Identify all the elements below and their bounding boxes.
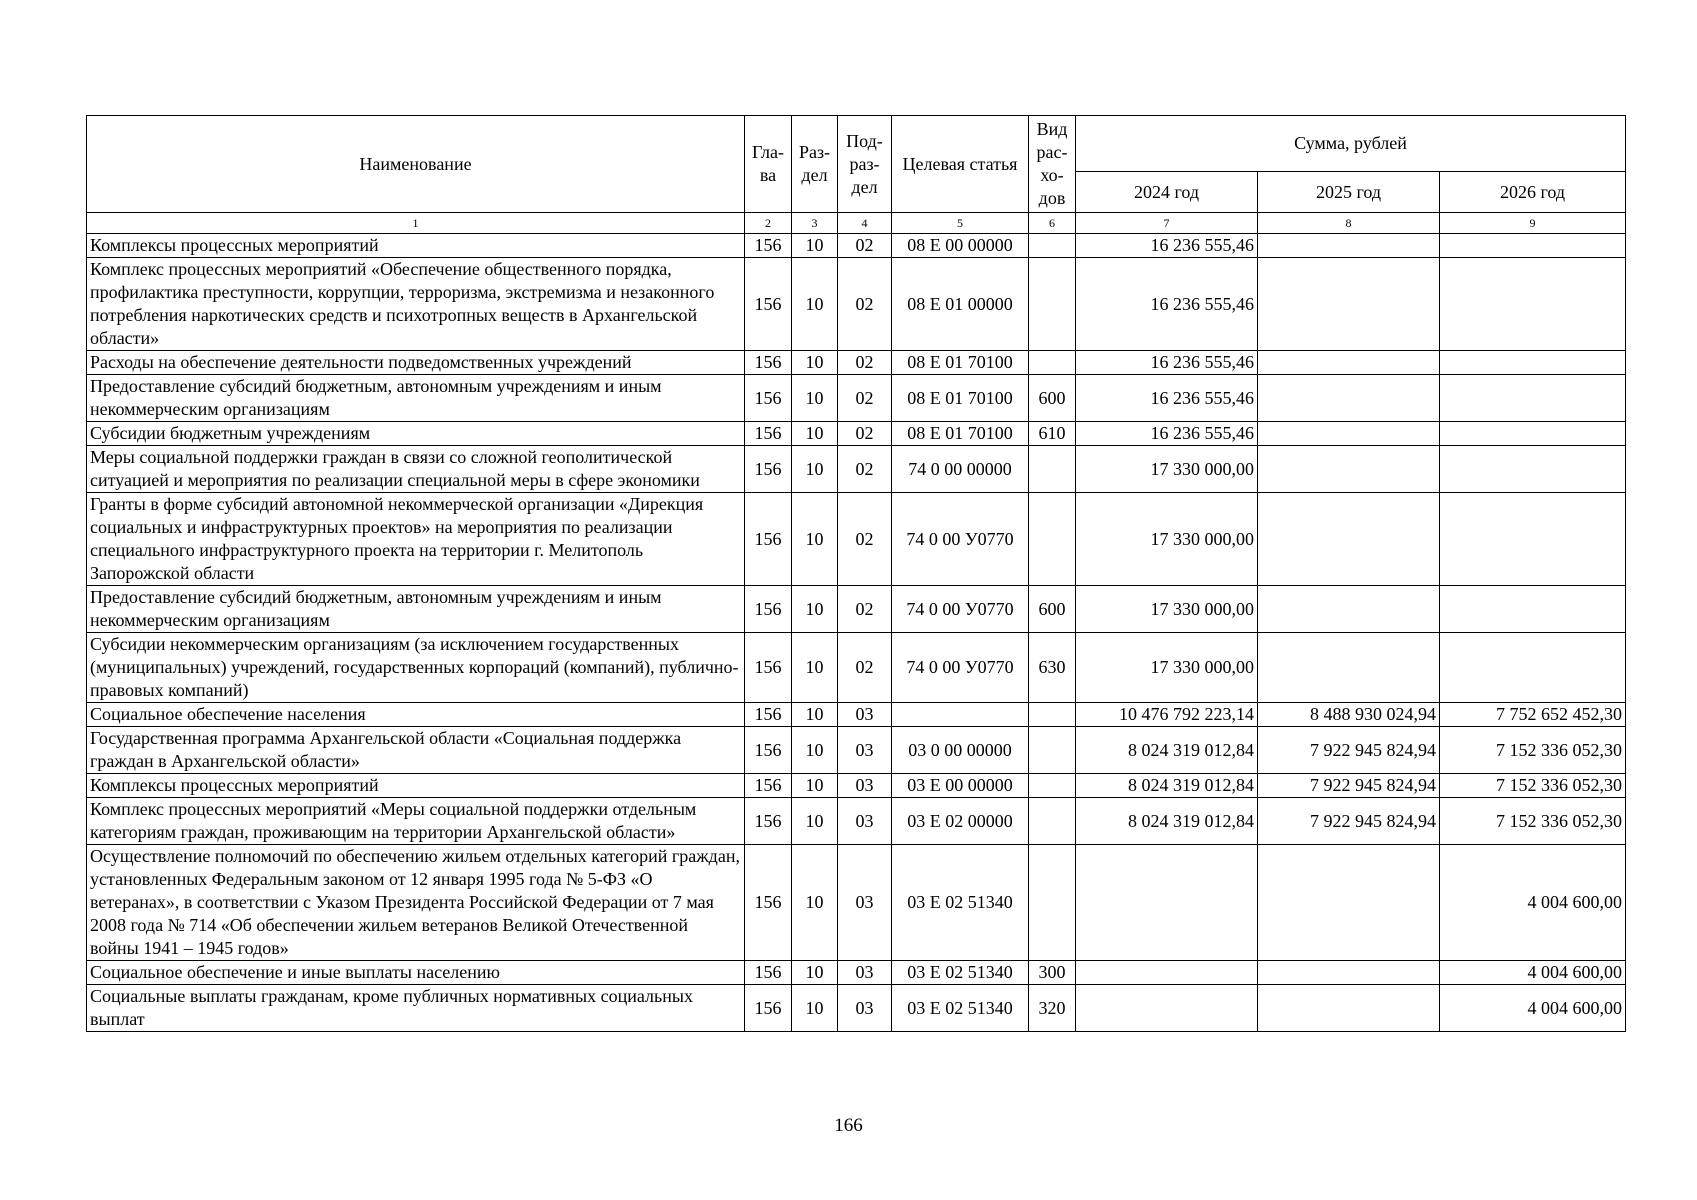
cell-amount-2024: 17 330 000,00 xyxy=(1076,493,1258,586)
cell-amount-2025: 7 922 945 824,94 xyxy=(1258,727,1440,774)
column-number: 5 xyxy=(892,213,1029,234)
cell-podrazdel: 03 xyxy=(838,703,892,727)
cell-celevaya: 08 Е 01 70100 xyxy=(892,422,1029,446)
table-row xyxy=(87,351,1626,375)
table-row xyxy=(87,633,1626,703)
cell-glava: 156 xyxy=(745,703,792,727)
cell-glava: 156 xyxy=(745,845,792,961)
cell-celevaya: 74 0 00 У0770 xyxy=(892,493,1029,586)
cell-razdel: 10 xyxy=(792,351,838,375)
cell-podrazdel: 02 xyxy=(838,633,892,703)
cell-glava: 156 xyxy=(745,774,792,798)
cell-razdel: 10 xyxy=(792,586,838,633)
cell-amount-2024: 8 024 319 012,84 xyxy=(1076,798,1258,845)
cell-razdel: 10 xyxy=(792,985,838,1032)
cell-name: Комплексы процессных мероприятий xyxy=(87,234,745,258)
cell-razdel: 10 xyxy=(792,845,838,961)
cell-glava: 156 xyxy=(745,727,792,774)
cell-name: Гранты в форме субсидий автономной некоммерческой организации «Дирекция социальных и инфраструктурных проектов» на мероприятия по реализации специального инфраструктурного проекта на территории г. Мелитополь Запорожской области xyxy=(87,493,745,586)
cell-razdel: 10 xyxy=(792,375,838,422)
header-celevaya: Целевая статья xyxy=(892,116,1029,213)
cell-amount-2024 xyxy=(1076,961,1258,985)
table-row xyxy=(87,727,1626,774)
cell-glava: 156 xyxy=(745,586,792,633)
cell-amount-2025 xyxy=(1258,234,1440,258)
budget-table xyxy=(86,115,1626,1032)
cell-vid xyxy=(1029,774,1076,798)
cell-podrazdel: 02 xyxy=(838,586,892,633)
cell-amount-2024 xyxy=(1076,985,1258,1032)
cell-name: Предоставление субсидий бюджетным, автономным учреждениям и иным некоммерческим организациям xyxy=(87,375,745,422)
cell-celevaya: 03 Е 02 00000 xyxy=(892,798,1029,845)
cell-podrazdel: 03 xyxy=(838,961,892,985)
cell-vid xyxy=(1029,845,1076,961)
cell-celevaya: 03 Е 02 51340 xyxy=(892,845,1029,961)
cell-vid xyxy=(1029,727,1076,774)
table-row xyxy=(87,961,1626,985)
cell-podrazdel: 03 xyxy=(838,774,892,798)
cell-name: Социальное обеспечение и иные выплаты населению xyxy=(87,961,745,985)
cell-amount-2025 xyxy=(1258,258,1440,351)
cell-amount-2025 xyxy=(1258,493,1440,586)
cell-glava: 156 xyxy=(745,493,792,586)
cell-podrazdel: 02 xyxy=(838,351,892,375)
cell-razdel: 10 xyxy=(792,234,838,258)
column-number: 4 xyxy=(838,213,892,234)
cell-name: Меры социальной поддержки граждан в связи со сложной геополитической ситуацией и мероприятия по реализации специальной меры в сфере экономики xyxy=(87,446,745,493)
cell-amount-2025 xyxy=(1258,985,1440,1032)
cell-glava: 156 xyxy=(745,258,792,351)
cell-celevaya: 74 0 00 00000 xyxy=(892,446,1029,493)
cell-podrazdel: 03 xyxy=(838,798,892,845)
cell-vid: 630 xyxy=(1029,633,1076,703)
cell-vid: 300 xyxy=(1029,961,1076,985)
table-row xyxy=(87,493,1626,586)
cell-name: Социальные выплаты гражданам, кроме публичных нормативных социальных выплат xyxy=(87,985,745,1032)
header-summa: Сумма, рублей xyxy=(1076,116,1626,172)
cell-amount-2026 xyxy=(1440,493,1626,586)
table-row xyxy=(87,985,1626,1032)
header-name: Наименование xyxy=(87,116,745,213)
cell-amount-2024: 16 236 555,46 xyxy=(1076,422,1258,446)
cell-celevaya: 03 Е 02 51340 xyxy=(892,961,1029,985)
cell-amount-2024: 8 024 319 012,84 xyxy=(1076,774,1258,798)
cell-amount-2024 xyxy=(1076,845,1258,961)
cell-amount-2026 xyxy=(1440,375,1626,422)
cell-name: Государственная программа Архангельской области «Социальная поддержка граждан в Архангельской области» xyxy=(87,727,745,774)
cell-podrazdel: 02 xyxy=(838,446,892,493)
cell-amount-2026: 7 152 336 052,30 xyxy=(1440,727,1626,774)
cell-amount-2024: 16 236 555,46 xyxy=(1076,234,1258,258)
cell-vid: 610 xyxy=(1029,422,1076,446)
cell-razdel: 10 xyxy=(792,422,838,446)
cell-amount-2024: 16 236 555,46 xyxy=(1076,258,1258,351)
cell-amount-2025: 7 922 945 824,94 xyxy=(1258,798,1440,845)
table-row xyxy=(87,774,1626,798)
cell-glava: 156 xyxy=(745,446,792,493)
cell-amount-2025: 7 922 945 824,94 xyxy=(1258,774,1440,798)
table-row xyxy=(87,586,1626,633)
cell-podrazdel: 02 xyxy=(838,375,892,422)
cell-amount-2025 xyxy=(1258,351,1440,375)
table-row xyxy=(87,375,1626,422)
table-row xyxy=(87,234,1626,258)
cell-amount-2026: 7 152 336 052,30 xyxy=(1440,774,1626,798)
cell-amount-2024: 10 476 792 223,14 xyxy=(1076,703,1258,727)
cell-glava: 156 xyxy=(745,422,792,446)
cell-celevaya xyxy=(892,703,1029,727)
cell-name: Субсидии бюджетным учреждениям xyxy=(87,422,745,446)
column-number: 6 xyxy=(1029,213,1076,234)
cell-name: Предоставление субсидий бюджетным, автономным учреждениям и иным некоммерческим организациям xyxy=(87,586,745,633)
column-number: 9 xyxy=(1440,213,1626,234)
cell-amount-2024: 16 236 555,46 xyxy=(1076,375,1258,422)
table-body xyxy=(87,234,1626,1032)
cell-amount-2026 xyxy=(1440,234,1626,258)
cell-amount-2026: 4 004 600,00 xyxy=(1440,961,1626,985)
header-vid: Вид рас-хо-дов xyxy=(1029,116,1076,213)
cell-amount-2026 xyxy=(1440,351,1626,375)
cell-celevaya: 03 Е 00 00000 xyxy=(892,774,1029,798)
cell-glava: 156 xyxy=(745,633,792,703)
cell-celevaya: 08 Е 01 70100 xyxy=(892,375,1029,422)
cell-razdel: 10 xyxy=(792,703,838,727)
cell-razdel: 10 xyxy=(792,774,838,798)
cell-amount-2025 xyxy=(1258,961,1440,985)
cell-vid xyxy=(1029,446,1076,493)
cell-amount-2025 xyxy=(1258,845,1440,961)
table-row xyxy=(87,422,1626,446)
cell-amount-2025: 8 488 930 024,94 xyxy=(1258,703,1440,727)
table-row xyxy=(87,798,1626,845)
cell-razdel: 10 xyxy=(792,633,838,703)
cell-amount-2025 xyxy=(1258,586,1440,633)
cell-name: Осуществление полномочий по обеспечению жильем отдельных категорий граждан, установленных Федеральным законом от 12 января 1995 года № 5-ФЗ «О ветеранах», в соответствии с Указом Президента Российской Федерации от 7 мая 2008 года № 714 «Об обеспечении жильем ветеранов Великой Отечественной войны 1941 – 1945 годов» xyxy=(87,845,745,961)
cell-amount-2026: 4 004 600,00 xyxy=(1440,845,1626,961)
cell-razdel: 10 xyxy=(792,446,838,493)
header-year-2026: 2026 год xyxy=(1440,172,1626,213)
table-row xyxy=(87,446,1626,493)
cell-vid: 600 xyxy=(1029,375,1076,422)
cell-amount-2026 xyxy=(1440,633,1626,703)
cell-amount-2024: 17 330 000,00 xyxy=(1076,586,1258,633)
cell-vid xyxy=(1029,493,1076,586)
cell-amount-2025 xyxy=(1258,422,1440,446)
header-podrazdel: Под-раз-дел xyxy=(838,116,892,213)
cell-vid: 320 xyxy=(1029,985,1076,1032)
cell-amount-2025 xyxy=(1258,446,1440,493)
cell-glava: 156 xyxy=(745,961,792,985)
cell-glava: 156 xyxy=(745,985,792,1032)
cell-podrazdel: 02 xyxy=(838,258,892,351)
header-year-2025: 2025 год xyxy=(1258,172,1440,213)
table-row xyxy=(87,258,1626,351)
cell-vid: 600 xyxy=(1029,586,1076,633)
cell-celevaya: 74 0 00 У0770 xyxy=(892,586,1029,633)
table-row xyxy=(87,845,1626,961)
cell-amount-2024: 17 330 000,00 xyxy=(1076,633,1258,703)
cell-podrazdel: 03 xyxy=(838,845,892,961)
cell-amount-2025 xyxy=(1258,375,1440,422)
cell-amount-2026 xyxy=(1440,586,1626,633)
cell-podrazdel: 02 xyxy=(838,422,892,446)
cell-razdel: 10 xyxy=(792,727,838,774)
cell-celevaya: 08 Е 00 00000 xyxy=(892,234,1029,258)
cell-amount-2024: 17 330 000,00 xyxy=(1076,446,1258,493)
header-year-2024: 2024 год xyxy=(1076,172,1258,213)
header-razdel: Раз-дел xyxy=(792,116,838,213)
column-number: 7 xyxy=(1076,213,1258,234)
cell-vid xyxy=(1029,258,1076,351)
cell-razdel: 10 xyxy=(792,258,838,351)
cell-razdel: 10 xyxy=(792,493,838,586)
cell-podrazdel: 03 xyxy=(838,985,892,1032)
cell-name: Комплексы процессных мероприятий xyxy=(87,774,745,798)
cell-amount-2026: 7 152 336 052,30 xyxy=(1440,798,1626,845)
cell-podrazdel: 02 xyxy=(838,493,892,586)
cell-vid xyxy=(1029,798,1076,845)
cell-razdel: 10 xyxy=(792,798,838,845)
cell-amount-2026 xyxy=(1440,258,1626,351)
column-number: 1 xyxy=(87,213,745,234)
cell-celevaya: 03 0 00 00000 xyxy=(892,727,1029,774)
cell-vid xyxy=(1029,351,1076,375)
cell-glava: 156 xyxy=(745,798,792,845)
cell-celevaya: 74 0 00 У0770 xyxy=(892,633,1029,703)
cell-vid xyxy=(1029,234,1076,258)
cell-name: Расходы на обеспечение деятельности подведомственных учреждений xyxy=(87,351,745,375)
cell-amount-2025 xyxy=(1258,633,1440,703)
column-number: 8 xyxy=(1258,213,1440,234)
cell-vid xyxy=(1029,703,1076,727)
cell-name: Комплекс процессных мероприятий «Меры социальной поддержки отдельным категориям граждан, проживающим на территории Архангельской области» xyxy=(87,798,745,845)
column-number: 2 xyxy=(745,213,792,234)
cell-glava: 156 xyxy=(745,351,792,375)
header-glava: Гла-ва xyxy=(745,116,792,213)
cell-amount-2024: 8 024 319 012,84 xyxy=(1076,727,1258,774)
cell-name: Социальное обеспечение населения xyxy=(87,703,745,727)
cell-amount-2026 xyxy=(1440,446,1626,493)
page-number: 166 xyxy=(834,1115,863,1136)
column-number: 3 xyxy=(792,213,838,234)
cell-glava: 156 xyxy=(745,375,792,422)
cell-glava: 156 xyxy=(745,234,792,258)
table-row xyxy=(87,703,1626,727)
column-number-row xyxy=(87,213,1626,234)
cell-razdel: 10 xyxy=(792,961,838,985)
cell-amount-2026: 7 752 652 452,30 xyxy=(1440,703,1626,727)
cell-amount-2024: 16 236 555,46 xyxy=(1076,351,1258,375)
cell-amount-2026 xyxy=(1440,422,1626,446)
cell-podrazdel: 03 xyxy=(838,727,892,774)
cell-name: Субсидии некоммерческим организациям (за исключением государственных (муниципальных) учреждений, государственных корпораций (компаний), публично-правовых компаний) xyxy=(87,633,745,703)
cell-celevaya: 08 Е 01 70100 xyxy=(892,351,1029,375)
table-header xyxy=(87,116,1626,234)
cell-celevaya: 08 Е 01 00000 xyxy=(892,258,1029,351)
cell-name: Комплекс процессных мероприятий «Обеспечение общественного порядка, профилактика преступности, коррупции, терроризма, экстремизма и незаконного потребления наркотических средств и психотропных веществ в Архангельской области» xyxy=(87,258,745,351)
cell-amount-2026: 4 004 600,00 xyxy=(1440,985,1626,1032)
cell-celevaya: 03 Е 02 51340 xyxy=(892,985,1029,1032)
cell-podrazdel: 02 xyxy=(838,234,892,258)
